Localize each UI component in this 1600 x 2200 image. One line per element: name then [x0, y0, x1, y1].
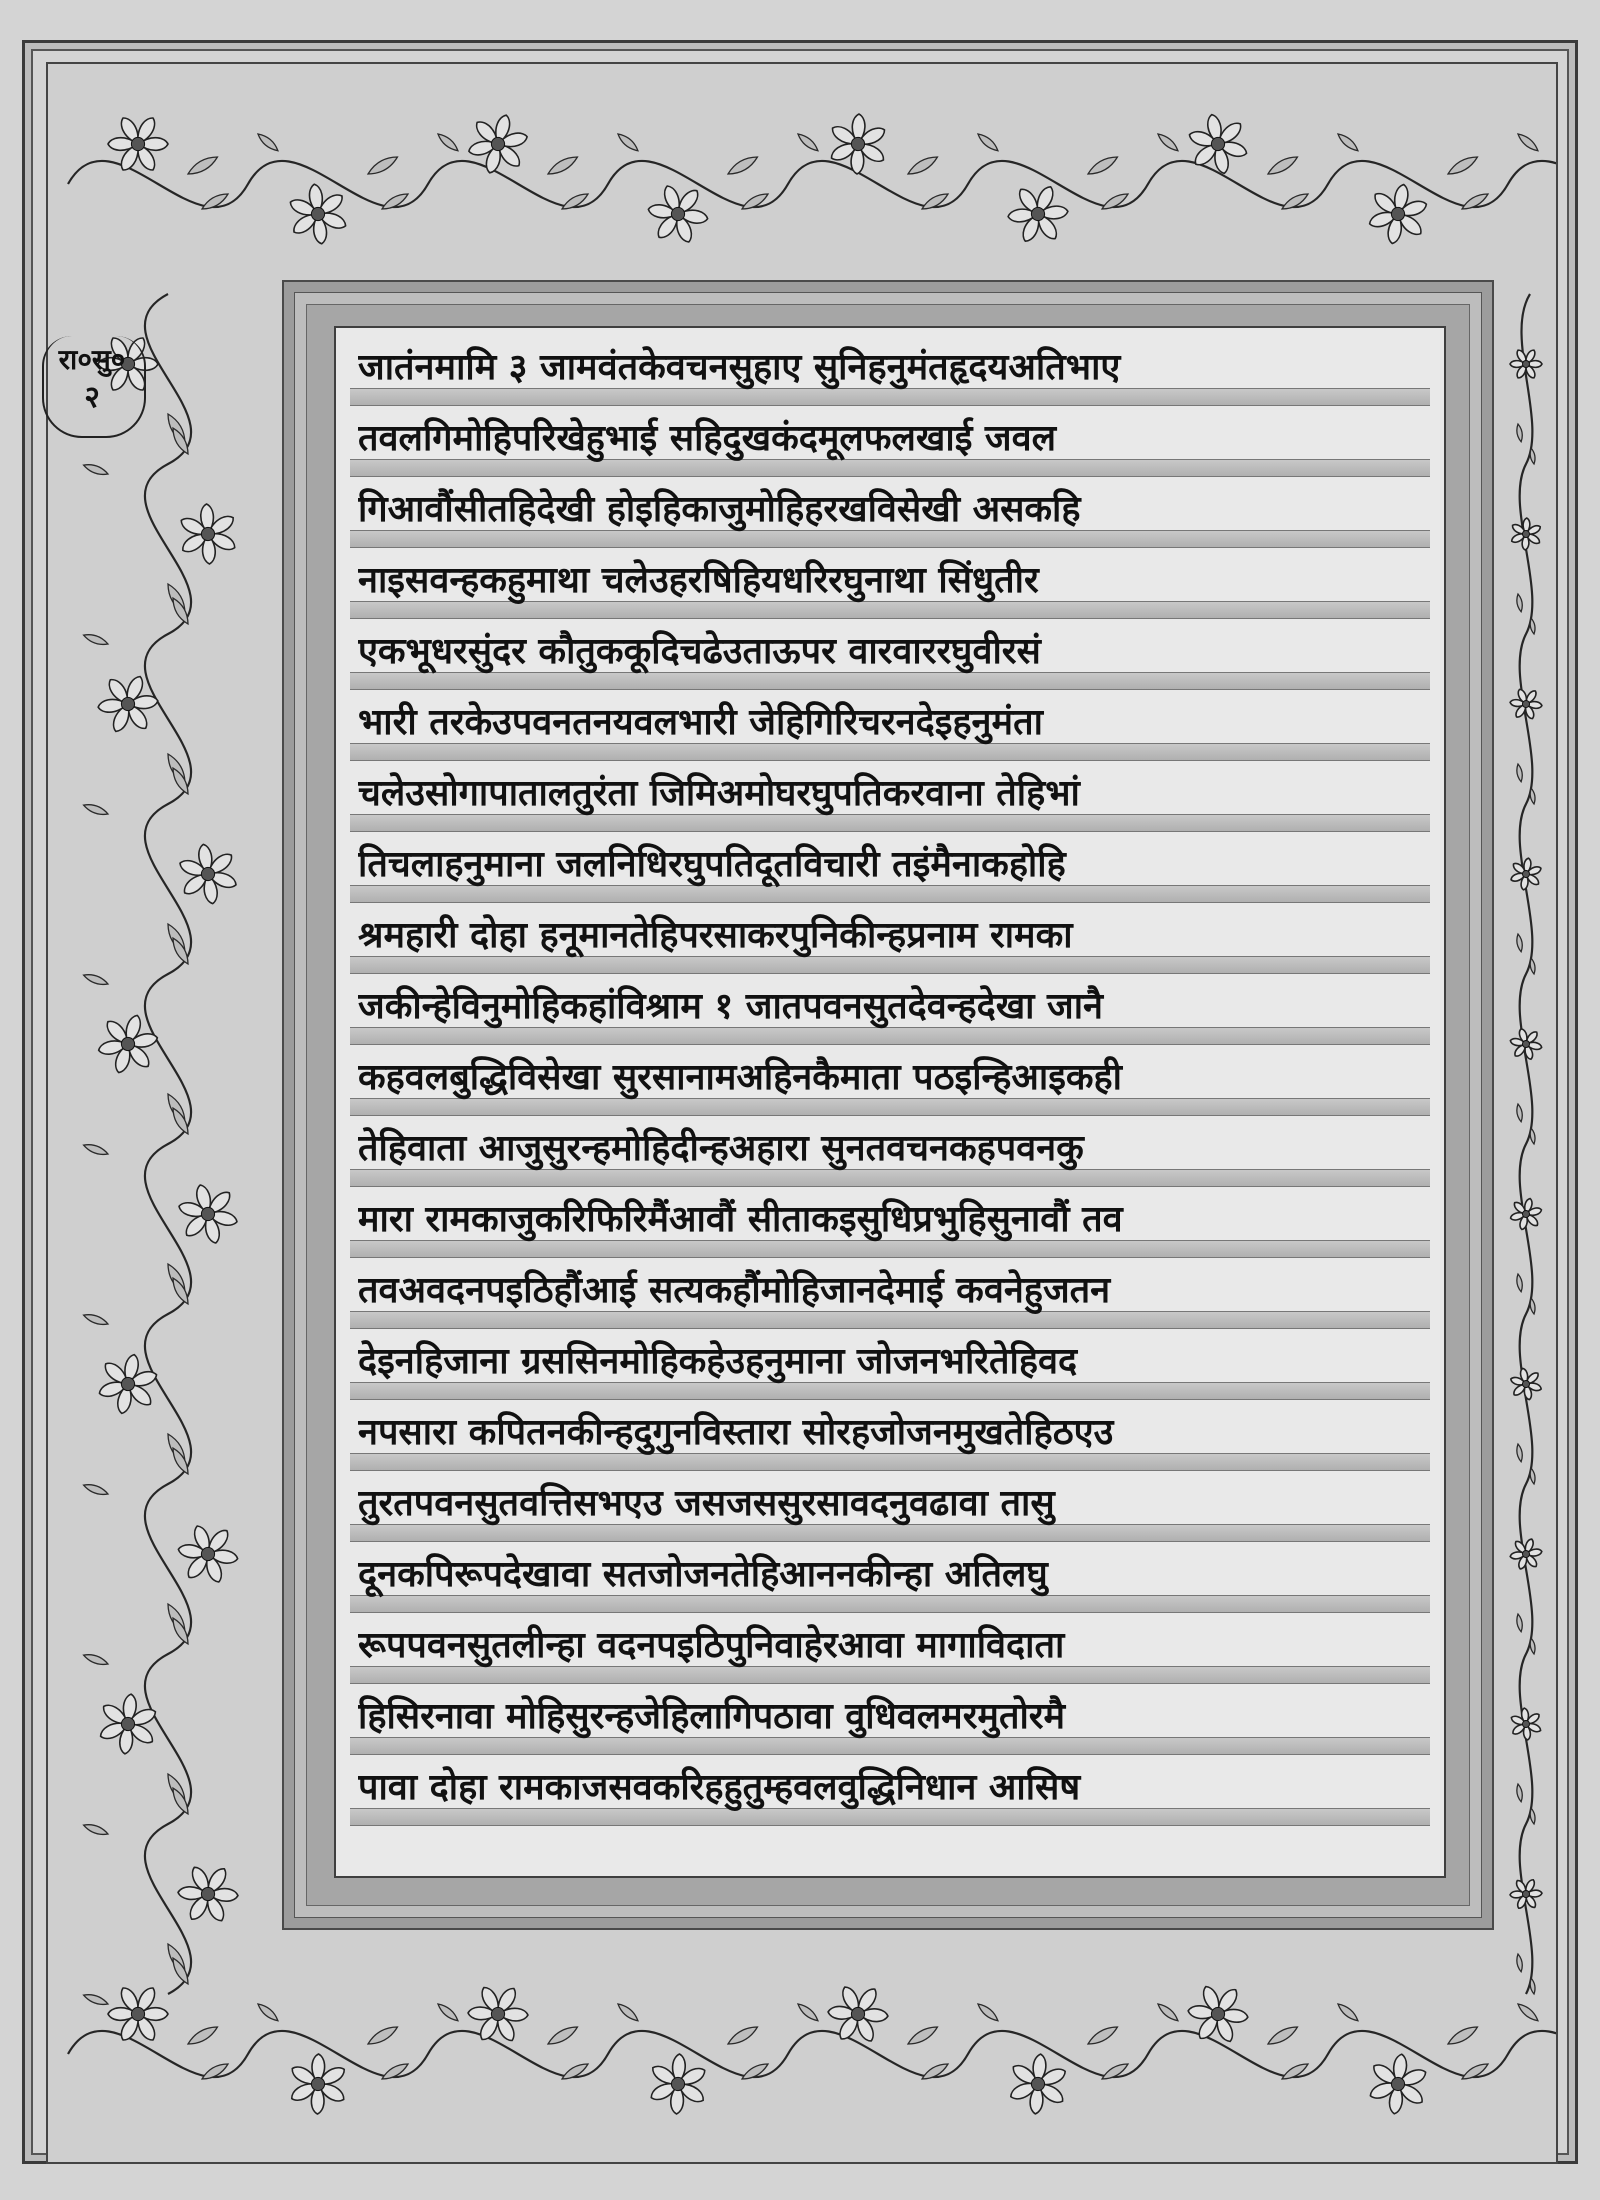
- folio-number: २: [84, 380, 100, 415]
- text-line-8: तिचलाहनुमाना जलनिधिरघुपतिदूतविचारी तइंमैनाकहोहि: [358, 844, 1066, 885]
- text-line-17: तुरतपवनसुतवत्तिसभएउ जसजससुरसावदनुवढावा तासु: [358, 1483, 1055, 1524]
- text-line-6: भारी तरकेउपवनतनयवलभारी जेहिगिरिचरनदेइहनुमंता: [358, 702, 1043, 743]
- text-line-12: तेहिवाता आजुसुरन्हमोहिदीन्हअहारा सुनतवचनकहपवनकु: [358, 1128, 1084, 1169]
- text-line-1: जातंनमामि ३ जामवंतकेवचनसुहाए सुनिहनुमंतहृदयअतिभाए: [358, 347, 1121, 388]
- text-line-18: दूनकपिरूपदेखावा सतजोजनतेहिआननकीन्हा अतिलघु: [358, 1554, 1048, 1595]
- folio-label: रा०सु०: [58, 343, 126, 376]
- text-line-13: मारा रामकाजुकरिफिरिमैंआवौं सीताकइसुधिप्रभुहिसुनावौं तव: [358, 1199, 1123, 1240]
- text-line-5: एकभूधरसुंदर कौतुककूदिचढेउताऊपर वारवाररघुवीरसं: [358, 631, 1041, 672]
- text-line-20: हिसिरनावा मोहिसुरन्हजेहिलागिपठावा वुधिवलमरमुतोरमै: [358, 1696, 1066, 1737]
- text-line-21: पावा दोहा रामकाजसवकरिहहुतुम्हवलवुद्धिनिधान आसिष: [358, 1767, 1081, 1808]
- text-line-4: नाइसवन्हकहुमाथा चलेउहरषिहियधरिरघुनाथा सिंधुतीर: [358, 560, 1039, 601]
- text-line-7: चलेउसोगापातालतुरंता जिमिअमोघरघुपतिकरवाना तेहिभां: [358, 773, 1080, 814]
- text-line-9: श्रमहारी दोहा हनूमानतेहिपरसाकरपुनिकीन्हप्रनाम रामका: [358, 915, 1073, 956]
- folio-marker: [46, 340, 138, 440]
- text-line-2: तवलगिमोहिपरिखेहुभाई सहिदुखकंदमूलफलखाई जवल: [358, 418, 1057, 459]
- text-line-19: रूपपवनसुतलीन्हा वदनपइठिपुनिवाहेरआवा मागाविदाता: [358, 1625, 1065, 1666]
- text-line-3: गिआवौंसीतहिदेखी होइहिकाजुमोहिहरखविसेखी असकहि: [358, 489, 1081, 530]
- text-panel: [334, 326, 1446, 1878]
- text-line-10: जकीन्हेविनुमोहिकहांविश्राम १ जातपवनसुतदेवन्हदेखा जानै: [358, 986, 1104, 1027]
- text-line-15: देइनहिजाना ग्रससिनमोहिकहेउहनुमाना जोजनभरितेहिवद: [358, 1341, 1078, 1382]
- text-line-16: नपसारा कपितनकीन्हदुगुनविस्तारा सोरहजोजनमुखतेहिठएउ: [358, 1412, 1114, 1453]
- text-line-14: तवअवदनपइठिहौंआई सत्यकहौंमोहिजानदेमाई कवनेहुजतन: [358, 1270, 1111, 1311]
- text-line-11: कहवलबुद्धिविसेखा सुरसानामअहिनकैमाता पठइन्हिआइकही: [358, 1057, 1122, 1098]
